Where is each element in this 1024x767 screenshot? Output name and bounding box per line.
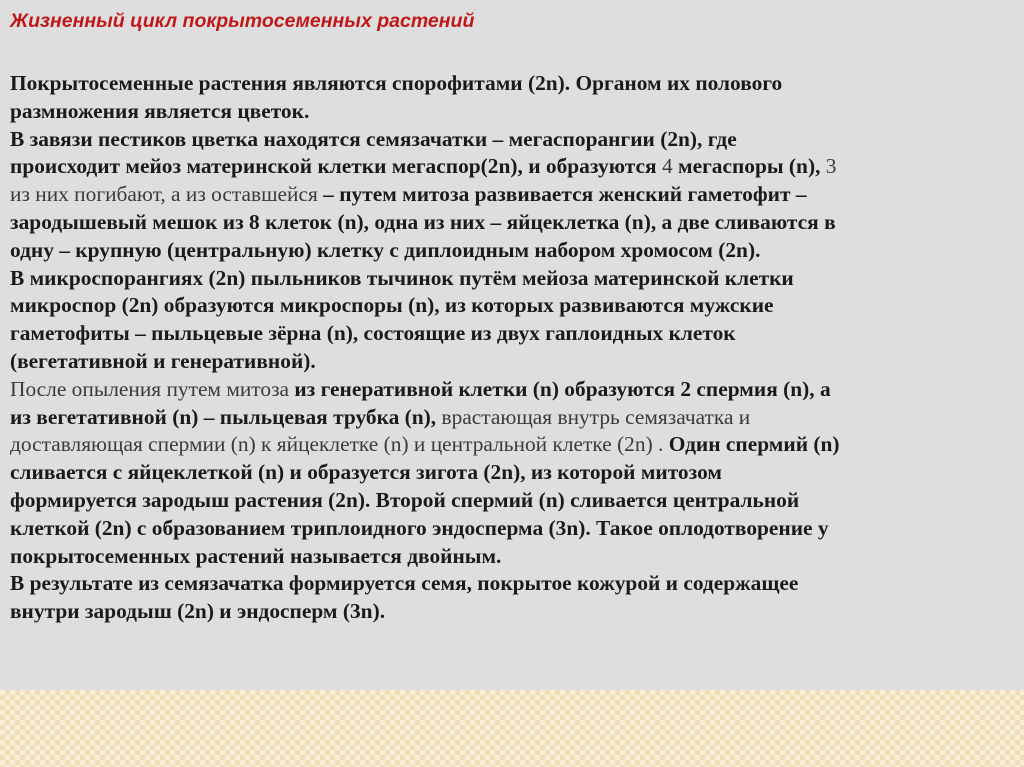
- text-segment: 3: [825, 154, 837, 179]
- text-line: [10, 431, 1018, 459]
- text-segment: В микроспорангиях (2n) пыльников тычинок путём мейоза материнской клетки: [10, 265, 794, 290]
- text-line: [10, 598, 1018, 626]
- text-line: [10, 153, 1018, 181]
- text-segment: доставляющая спермии (n) к яйцеклетке (n) и центральной клетке (2n) .: [10, 432, 669, 457]
- text-segment: формируется зародыш растения (2n). Второй спермий (n) сливается центральной: [10, 487, 800, 512]
- text-segment: покрытосеменных растений называется двойным.: [10, 543, 502, 568]
- text-line: [10, 126, 1018, 154]
- text-segment: В результате из семязачатка формируется семя, покрытое кожурой и содержащее: [10, 571, 799, 596]
- text-segment: из них погибают, а из оставшейся: [10, 182, 324, 207]
- decorative-pattern-band: [0, 690, 1024, 767]
- text-line: [10, 237, 1018, 265]
- text-line: [10, 459, 1018, 487]
- text-segment: врастающая внутрь семязачатка и: [441, 404, 751, 429]
- text-segment: одну – крупную (центральную) клетку с диплоидным набором хромосом (2n).: [10, 237, 761, 262]
- text-segment: зародышевый мешок из 8 клеток (n), одна из них – яйцеклетка (n), а две сливаются в: [10, 209, 836, 234]
- text-segment: размножения является цветок.: [10, 98, 310, 123]
- text-segment: из генеративной клетки (n) образуются 2 спермия (n), а: [294, 376, 831, 401]
- text-segment: Покрытосеменные растения являются спорофитами (2n). Органом их полового: [10, 71, 783, 95]
- text-segment: клеткой (2n) с образованием триплоидного эндосперма (3n). Такое оплодотворение у: [10, 515, 829, 540]
- text-segment: микроспор (2n) образуются микроспоры (n), из которых развиваются мужские: [10, 293, 774, 318]
- slide-body-text: [10, 70, 1018, 626]
- text-line: [10, 209, 1018, 237]
- text-line: [10, 570, 1018, 598]
- text-line: [10, 292, 1018, 320]
- text-segment: – путем митоза развивается женский гаметофит –: [323, 182, 807, 207]
- text-line: [10, 265, 1018, 293]
- text-line: [10, 376, 1018, 404]
- text-line: [10, 98, 1018, 126]
- text-line: [10, 487, 1018, 515]
- text-segment: мегаспоры (n),: [672, 154, 826, 179]
- text-line: [10, 543, 1018, 571]
- text-segment: После опыления путем митоза: [10, 376, 295, 401]
- text-segment: сливается с яйцеклеткой (n) и образуется зигота (2n), из которой митозом: [10, 460, 722, 485]
- text-line: [10, 515, 1018, 543]
- text-segment: (вегетативной и генеративной).: [10, 348, 316, 373]
- text-segment: 4: [661, 154, 673, 179]
- text-segment: В завязи пестиков цветка находятся семязачатки – мегаспорангии (2n), где: [10, 126, 737, 151]
- text-segment: происходит мейоз материнской клетки мегаспор(2n), и образуются: [10, 154, 662, 179]
- text-segment: гаметофиты – пыльцевые зёрна (n), состоящие из двух гаплоидных клеток: [10, 321, 736, 346]
- text-line: [10, 181, 1018, 209]
- slide-title: Жизненный цикл покрытосеменных растений: [10, 10, 475, 32]
- text-line: [10, 320, 1018, 348]
- text-segment: из вегетативной (n) – пыльцевая трубка (n),: [10, 404, 442, 429]
- text-line: [10, 348, 1018, 376]
- text-segment: внутри зародыш (2n) и эндосперм (3n).: [10, 599, 386, 624]
- text-line: [10, 404, 1018, 432]
- text-line: [10, 70, 1018, 98]
- text-segment: Один спермий (n): [668, 432, 840, 457]
